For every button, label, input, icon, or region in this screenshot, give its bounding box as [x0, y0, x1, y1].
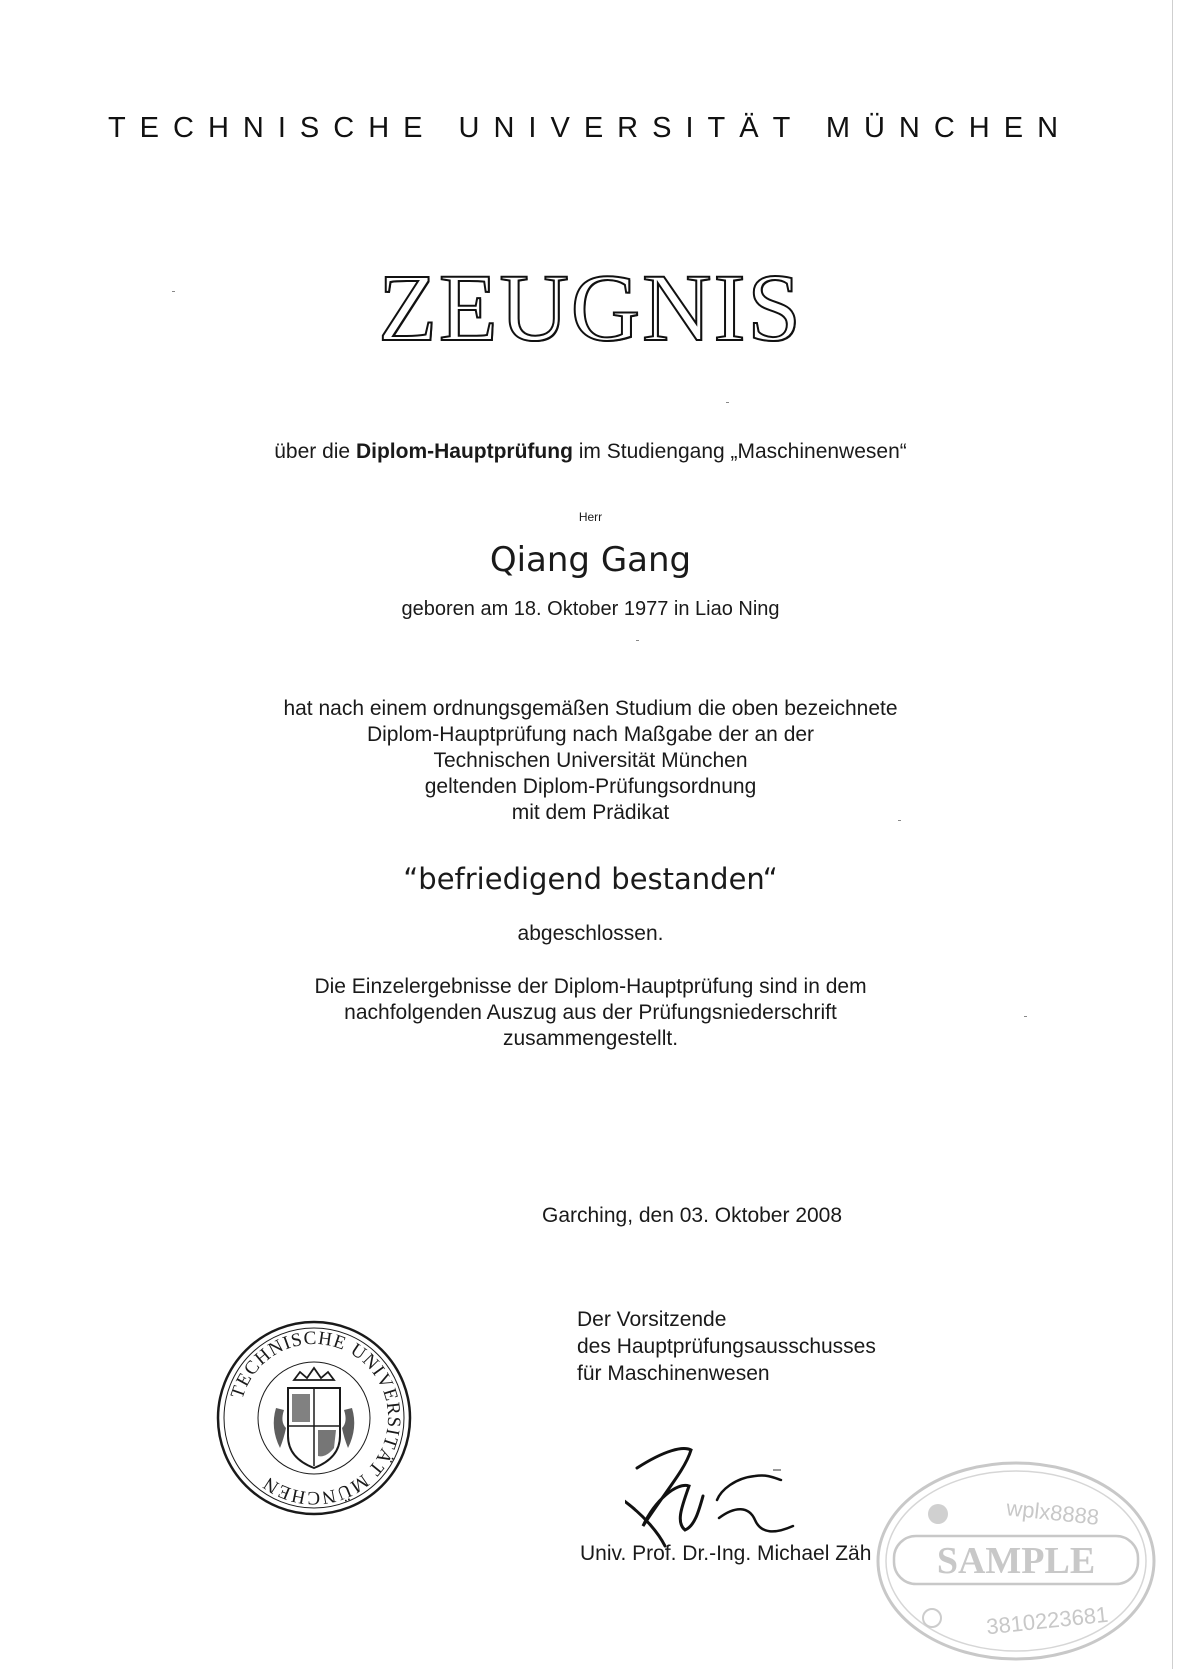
scan-speck: [726, 402, 729, 403]
body-line: Diplom-Hauptprüfung nach Maßgabe der an der: [366, 723, 815, 746]
document-title: ZEUGNIS: [378, 254, 803, 361]
university-seal-icon: [214, 1318, 414, 1518]
certification-text: [0, 696, 1181, 826]
body-line: mit dem Prädikat: [511, 801, 670, 824]
subject-exam: Diplom-Hauptprüfung: [355, 440, 573, 463]
birth-info: geboren am 18. Oktober 1977 in Liao Ning: [401, 598, 780, 620]
scan-speck: [172, 291, 175, 292]
phone-icon: [923, 1609, 941, 1627]
committee-chair: [577, 1306, 876, 1387]
handwritten-signature-icon: [625, 1430, 835, 1550]
chat-icon: [928, 1504, 948, 1524]
watermark-label: SAMPLE: [936, 1540, 1096, 1582]
chair-line: für Maschinenwesen: [577, 1362, 770, 1385]
watermark-number: 3810223681: [985, 1601, 1110, 1640]
place-date: Garching, den 03. Oktober 2008: [542, 1204, 843, 1227]
scan-speck: [1024, 1016, 1027, 1017]
chair-line: des Hauptprüfungsausschusses: [577, 1335, 876, 1358]
grade: “befriedigend bestanden“: [403, 862, 778, 896]
coat-of-arms-icon: [274, 1368, 355, 1468]
salutation: Herr: [578, 510, 603, 524]
subject-line: [0, 440, 1181, 464]
sample-watermark-icon: [872, 1458, 1160, 1664]
body-line: geltenden Diplom-Prüfungsordnung: [424, 775, 757, 798]
details-line: Die Einzelergebnisse der Diplom-Hauptprüfung sind in dem: [314, 975, 867, 998]
details-line: nachfolgenden Auszug aus der Prüfungsniederschrift: [344, 1001, 837, 1024]
holder-name: Qiang Gang: [489, 540, 692, 580]
svg-text:TECHNISCHE UNIVERSITÄT MÜNCHEN: [227, 1328, 404, 1508]
seal-ring-text: TECHNISCHE UNIVERSITÄT MÜNCHEN: [226, 1327, 405, 1509]
subject-prefix: über die: [274, 440, 356, 463]
scan-speck: [898, 820, 901, 821]
body-line: hat nach einem ordnungsgemäßen Studium die oben bezeichnete: [283, 697, 898, 720]
watermark-handle: wplx8888: [1005, 1495, 1101, 1530]
details-text: [0, 974, 1181, 1052]
chair-line: Der Vorsitzende: [577, 1308, 727, 1331]
scan-speck: [636, 640, 639, 641]
closing-word: abgeschlossen.: [517, 922, 664, 945]
page-edge-line: [1172, 0, 1173, 1669]
subject-suffix: im Studiengang „Maschinenwesen“: [572, 440, 907, 463]
signatory-name: Univ. Prof. Dr.-Ing. Michael Zäh: [580, 1542, 872, 1565]
university-name: TECHNISCHE UNIVERSITÄT MÜNCHEN: [107, 112, 1073, 144]
body-line: Technischen Universität München: [433, 749, 748, 772]
details-line: zusammengestellt.: [502, 1027, 679, 1050]
